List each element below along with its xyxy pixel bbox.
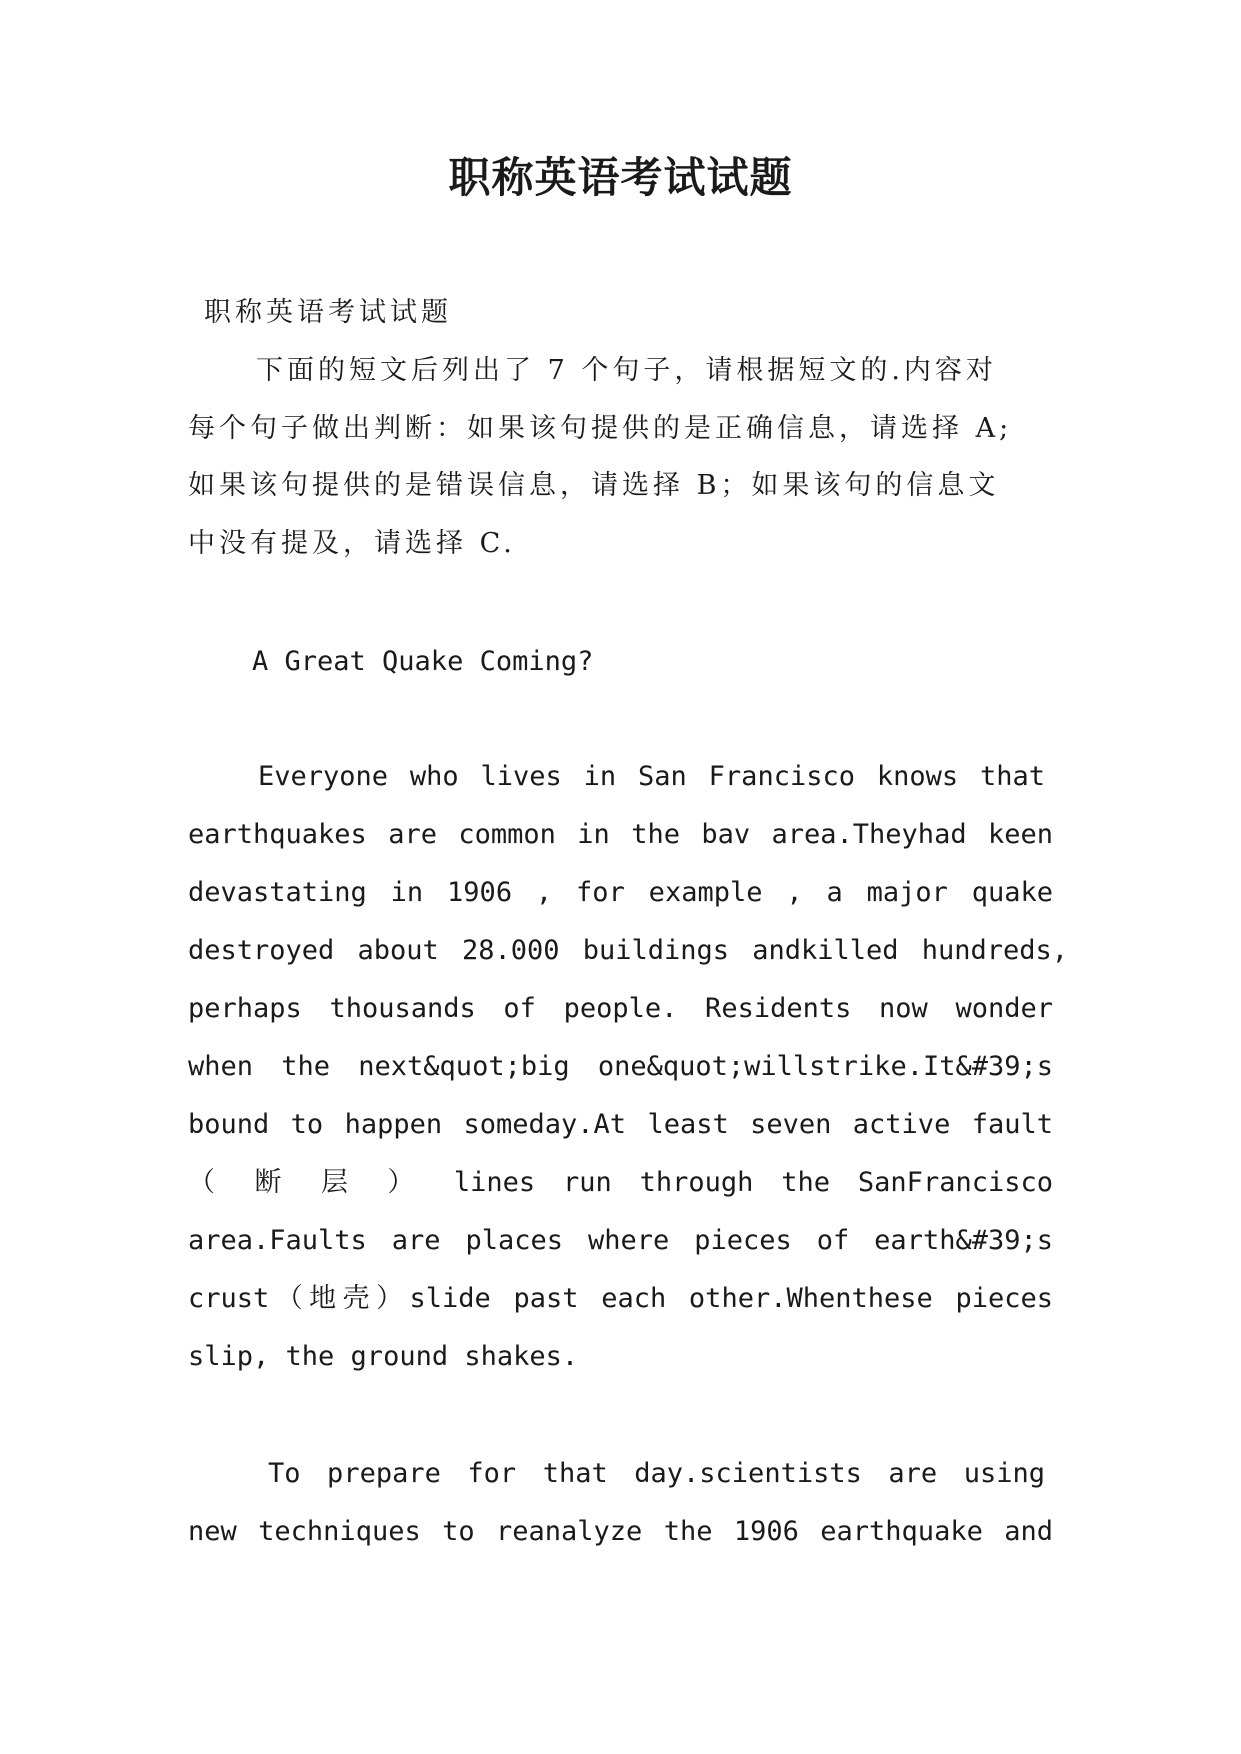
instruction-line-3: 如果该句提供的是错误信息，请选择 B；如果该句的信息文 [188, 470, 1000, 501]
document-title: 职称英语考试试题 [448, 153, 793, 202]
paragraph1-line-11: slip, the ground shakes. [188, 1341, 579, 1372]
paragraph1-line-4: destroyed about 28.000 buildings andkilled hundreds, [188, 935, 1068, 966]
document-subtitle: 职称英语考试试题 [204, 297, 452, 328]
paragraph1-line-2: earthquakes are common in the bav area.Theyhad keen [188, 819, 1053, 850]
instruction-line-2: 每个句子做出判断：如果该句提供的是正确信息，请选择 A; [188, 413, 1013, 444]
paragraph2-line-1: To prepare for that day.scientists are using [268, 1458, 1045, 1489]
passage-title: A Great Quake Coming? [252, 646, 594, 677]
paragraph1-line-3: devastating in 1906 , for example , a major quake [188, 877, 1053, 908]
paragraph1-line-5: perhaps thousands of people. Residents now wonder [188, 993, 1053, 1024]
paragraph1-line-7: bound to happen someday.At least seven active fault [188, 1109, 1053, 1140]
paragraph2-line-2: new techniques to reanalyze the 1906 earthquake and [188, 1516, 1053, 1547]
paragraph1-line-1: Everyone who lives in San Francisco knows that [258, 761, 1045, 792]
paragraph1-line-9: area.Faults are places where pieces of earth&#39;s [188, 1225, 1053, 1256]
paragraph1-line-10: crust（地壳）slide past each other.Whenthese pieces [188, 1283, 1053, 1314]
instruction-line-1: 下面的短文后列出了 7 个句子，请根据短文的.内容对 [256, 355, 997, 386]
paragraph1-line-6: when the next&quot;big one&quot;willstrike.It&#39;s [188, 1051, 1053, 1082]
paragraph1-line-8: （ 断 层 ） lines run through the SanFrancisco [188, 1167, 1053, 1198]
instruction-line-4: 中没有提及，请选择 C. [188, 528, 516, 559]
